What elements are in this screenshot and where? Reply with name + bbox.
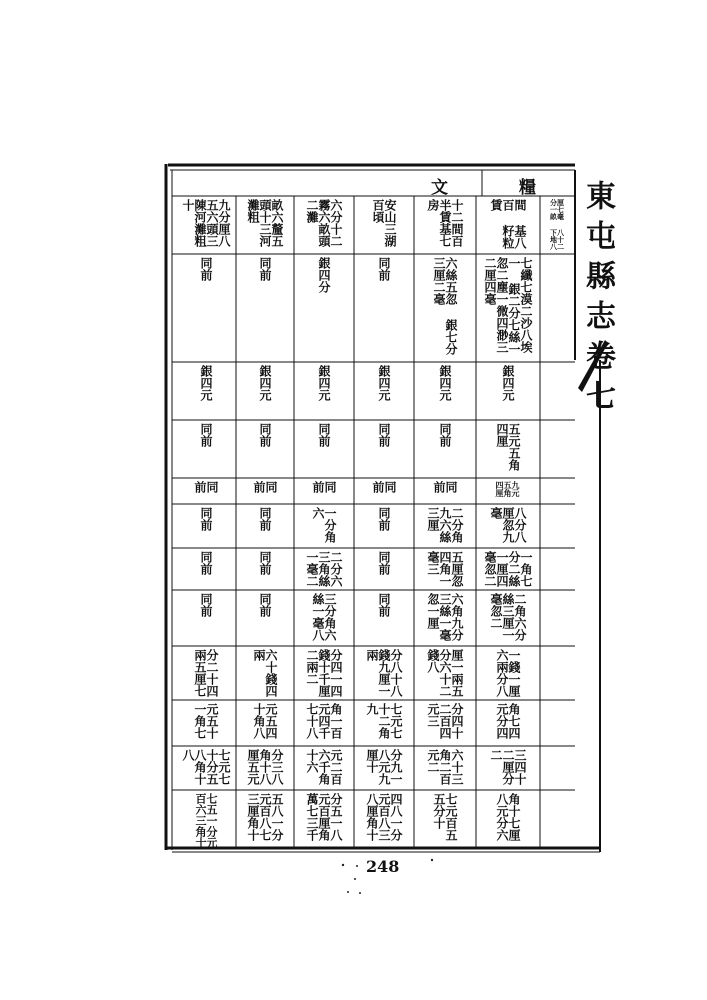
table-cell: 八分八厘忽九毫 [489,507,527,543]
table-cell: 分四十二百四元三 [426,703,464,739]
table-cell: 銀四元 [258,365,272,401]
table-cell: 同前 [317,423,331,447]
table-cell: 同前 [258,507,272,531]
table-cell: 二角六分絲三厘一毫忽二 [489,593,527,641]
table-cell: 二分六三角絲一毫二 [305,551,343,587]
table-cell: 同前 [432,481,458,493]
table-cell: 銀四元 [501,365,515,401]
table-cell: 銀四元 [438,365,452,401]
table-cell: 七元七十分五八角十八 [181,749,231,785]
table-cell: 同前 [311,481,337,493]
table-cell: 分五一八元百厘角萬七三千 [305,793,343,841]
table-cell: 九元五角四厘 [495,481,521,497]
table-cell: 同前 [258,593,272,617]
running-head: 東屯縣志卷七 [580,180,615,420]
table-cell: 同前 [377,593,391,617]
table-cell: 同前 [258,551,272,575]
table-cell: 同前 [371,481,397,493]
table-cell: 元五四十角八 [252,703,278,739]
table-cell: 元五十一角七 [193,703,219,739]
header-label-a: 文 [427,178,447,195]
table-cell: 九分厘八五六頭三陳河灘粗十 [181,199,231,247]
table-cell: 分八十八錢九厘一兩 [365,649,403,697]
table-cell: 角七四元分四 [495,703,521,739]
table-cell: 銀四分 [317,257,331,293]
table-cell: 角一百元四千七十八 [305,703,343,739]
table-cell: 厘一兩五分六十二錢八 [426,649,464,697]
table-cell: 同前 [377,257,391,281]
table-cell: 分四一四錢十千厘二兩二 [305,649,343,697]
table-cell: 同前 [377,507,391,531]
table-cell: 同前 [199,423,213,447]
table-cell: 一錢一厘六兩分八 [495,649,521,697]
table-cell: 一分角六 [311,507,337,543]
table-cell: 同前 [199,257,213,281]
table-cell: 間 基八百 籽粒賃 [489,199,527,249]
table-cell: 畝六釐五頭十三河灘粗 [246,199,284,247]
table-cell: 七元百五五分十 [432,793,458,841]
table-cell: 元二百六千角十六 [305,749,343,785]
table-cell: 十二間百半賃基七房 [426,199,464,247]
table-cell: 七纖七漠二沙八埃一 銀二分七絲一忽二塵一微四渺三 二厘四毫 [483,257,533,355]
table-cell: 同前 [258,423,272,447]
table-cell: 同前 [199,507,213,531]
table-cell: 六角九分三絲一毫忽一厘 [426,593,464,641]
table-cell: 五八一分元百八七三厘角十 [246,793,284,841]
table-cell: 銀四元 [317,365,331,401]
table-cell: 分九一八元九厘十 [365,749,403,785]
table-cell: 同前 [199,593,213,617]
table-cell: 同前 [377,551,391,575]
table-cell: 七元七十二角九 [365,703,403,739]
table-cell: 分三八角十八厘五元 [246,749,284,785]
table-cell: 六十錢四兩 [252,649,278,697]
table-cell: 同前 [252,481,278,493]
table-cell: 安山三湖百頃 [371,199,397,247]
table-cell: 角十七厘八元分六 [495,793,521,841]
table-cell: 二分角九六絲三厘 [426,507,464,543]
table-cell: 六絲五忽 銀七分三厘二毫 [432,257,458,355]
header-label-b: 糧 [515,178,535,195]
table-cell: 分二十四兩五厘七 [193,649,219,697]
table-cell: 一角七分二絲一厘四毫忽二 [483,551,533,587]
table-cell: 同前 [258,257,272,281]
table-cell: 三四十二厘分二 [489,749,527,785]
table-cell: 六分十二霧六畝頭二灘 [305,199,343,247]
table-cell: 銀四元 [199,365,213,401]
table-cell: 同前 [193,481,219,493]
page-number: 248 [366,857,400,876]
table-cell: 四八一分元百八三八厘角十 [365,793,403,841]
table-cell: 五元五角四厘 [495,423,521,471]
table-cell: 厘七毫 八十二分一畝 下地八 [549,199,566,250]
table-cell: 同前 [199,551,213,575]
table-cell: 七五一分元百六三角十 [194,793,218,848]
table-cell: 銀四元 [377,365,391,401]
table-cell: 六十三角二百元二 [426,749,464,785]
table-cell: 三分角六絲一毫八 [311,593,337,641]
table-cell: 五厘忽四角一毫三 [426,551,464,587]
table-cell: 同前 [438,423,452,447]
table-cell: 同前 [377,423,391,447]
